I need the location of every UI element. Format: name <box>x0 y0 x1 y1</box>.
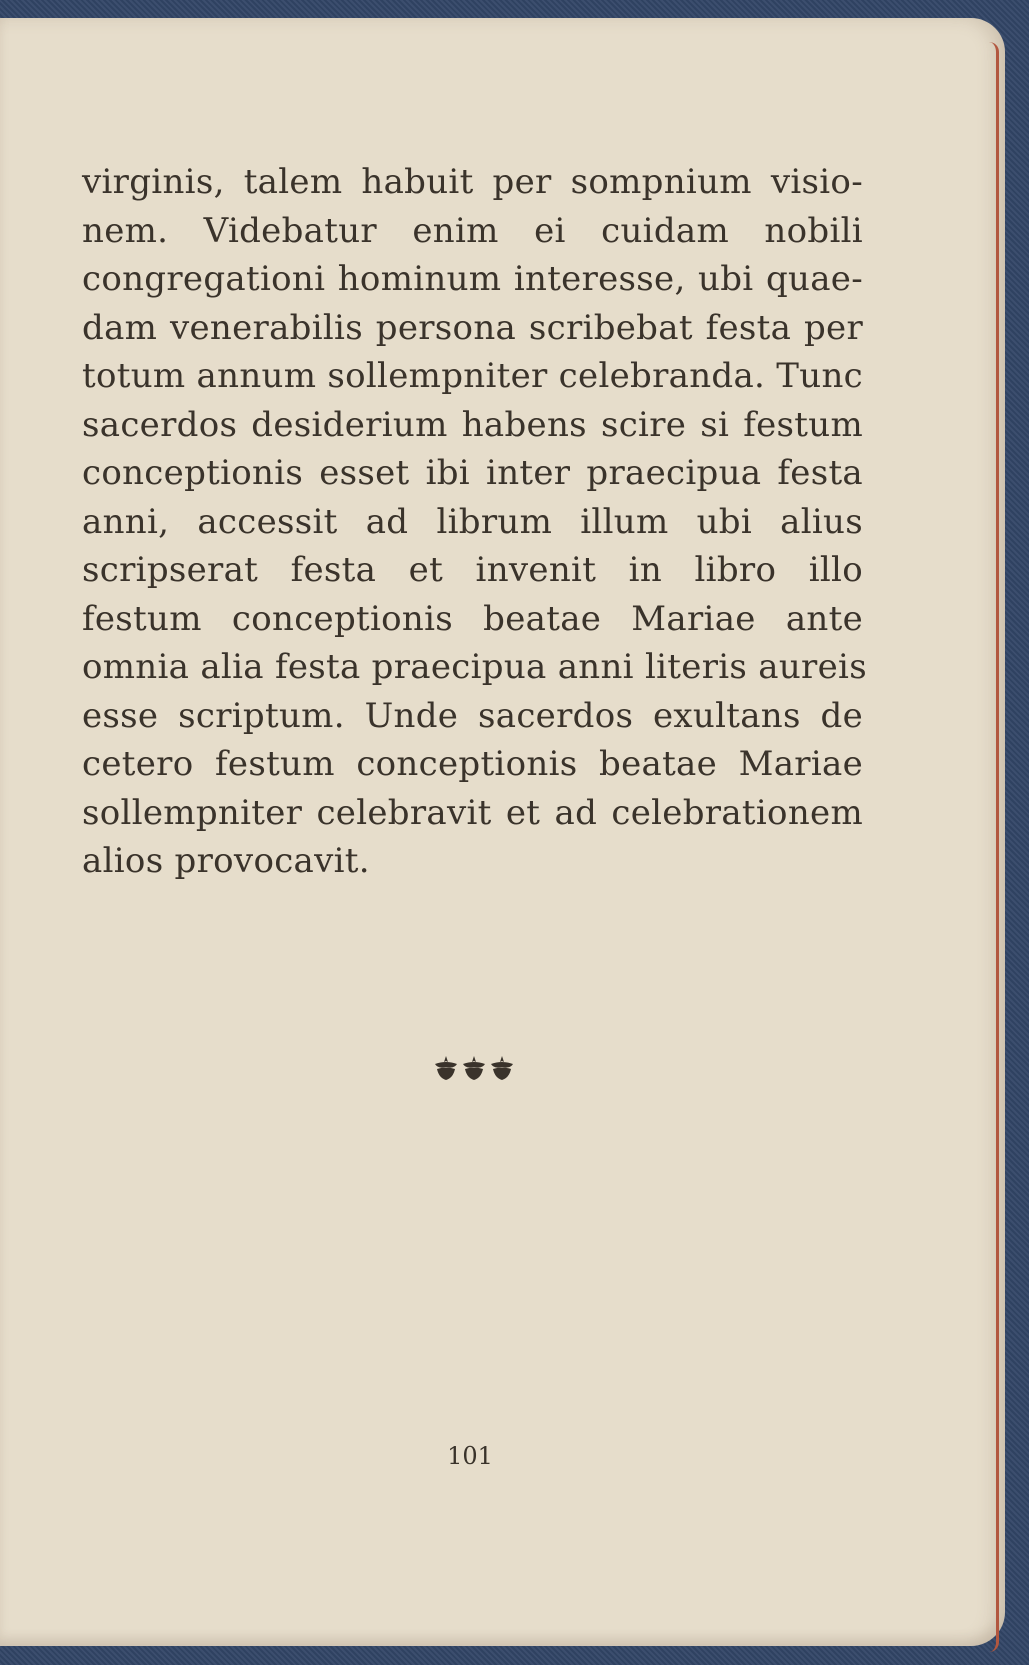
text-line: nem. Videbatur enim ei cuidam nobili <box>82 210 863 251</box>
text-line: alios provocavit. <box>82 841 370 881</box>
text-line: virginis, talem habuit per sompnium visio- <box>82 162 863 202</box>
text-line: conceptionis esset ibi inter praecipua festa <box>82 453 863 493</box>
text-line: anni, accessit ad librum illum ubi alius <box>82 501 863 542</box>
text-line: scripserat festa et invenit in libro illo <box>82 550 863 590</box>
fleuron-icon <box>433 1054 459 1082</box>
text-line: dam venerabilis persona scribebat festa per <box>82 307 863 348</box>
fleuron-ornament <box>433 1054 515 1082</box>
body-text <box>82 158 867 886</box>
text-line: festum conceptionis beatae Mariae ante <box>82 598 863 639</box>
text-line: totum annum sollempniter celebranda. Tunc <box>82 356 863 396</box>
page-edge <box>989 42 999 1652</box>
text-line: sacerdos desiderium habens scire si festum <box>82 404 863 445</box>
text-line: omnia alia festa praecipua anni literis aureis <box>82 647 867 687</box>
fleuron-icon <box>489 1054 515 1082</box>
page-number: 101 <box>447 1442 493 1470</box>
text-line: sollempniter celebravit et ad celebrationem <box>82 792 863 833</box>
text-line: esse scriptum. Unde sacerdos exultans de <box>82 695 863 736</box>
fleuron-icon <box>461 1054 487 1082</box>
text-line: congregationi hominum interesse, ubi quae- <box>82 259 863 299</box>
text-line: cetero festum conceptionis beatae Mariae <box>82 744 863 784</box>
